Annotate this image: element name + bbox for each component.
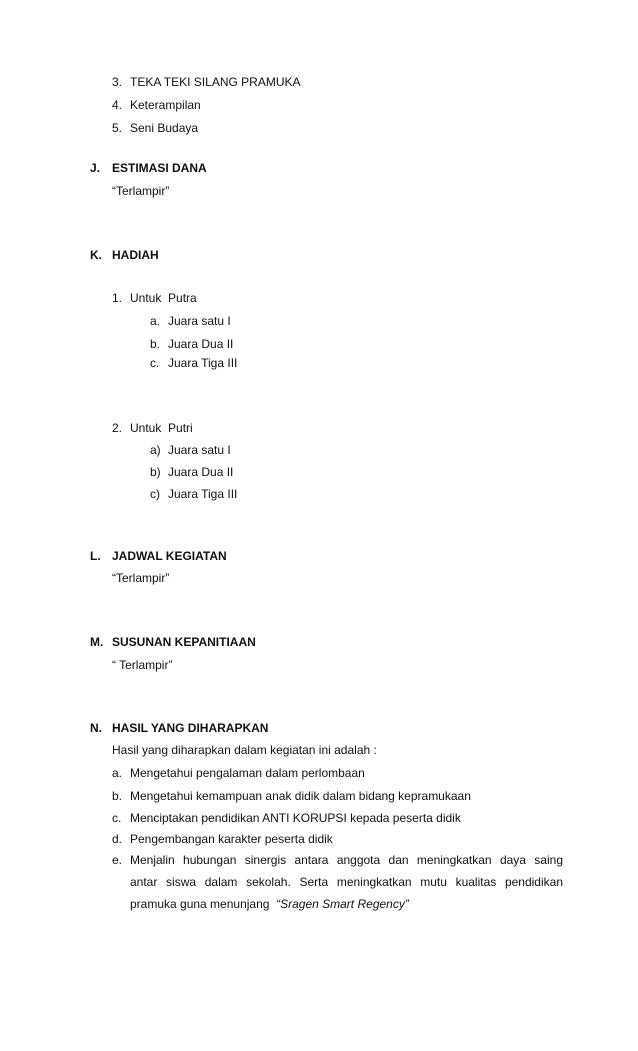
list-item-text: Menjalin hubungan sinergis antara anggota dan meningkatkan daya saing <box>130 853 563 867</box>
sublist-item: Juara Tiga III <box>168 487 238 501</box>
list-item: Keterampilan <box>130 98 201 112</box>
list-marker: b. <box>112 789 123 803</box>
sublist-item: Juara Tiga III <box>168 356 238 370</box>
section-heading: ESTIMASI DANA <box>112 161 207 175</box>
list-number: 3. <box>112 75 123 89</box>
section-heading: SUSUNAN KEPANITIAAN <box>112 635 256 649</box>
list-marker: c. <box>112 811 122 825</box>
list-marker: a. <box>112 766 123 780</box>
sublist-marker: b) <box>150 465 161 479</box>
sublist-item: Juara Dua II <box>168 465 234 479</box>
list-item: TEKA TEKI SILANG PRAMUKA <box>130 75 301 89</box>
list-item-line <box>130 897 409 911</box>
section-body: “Terlampir” <box>112 184 170 198</box>
sublist-marker: c) <box>150 487 160 501</box>
section-letter: N. <box>90 721 102 735</box>
list-item-line <box>130 875 563 889</box>
section-letter: L. <box>90 549 101 563</box>
sublist-marker: a. <box>150 314 161 328</box>
list-number: 2. <box>112 421 123 435</box>
list-item: Mengetahui pengalaman dalam perlombaan <box>130 766 365 780</box>
list-number: 4. <box>112 98 123 112</box>
section-heading: HASIL YANG DIHARAPKAN <box>112 721 269 735</box>
list-item: Untuk Putri <box>130 421 193 435</box>
list-item-text: antar siswa dalam sekolah. Serta meningkatkan mutu kualitas pendidikan <box>130 875 563 889</box>
sublist-marker: b. <box>150 337 161 351</box>
section-letter: M. <box>90 635 104 649</box>
sublist-marker: c. <box>150 356 160 370</box>
section-letter: K. <box>90 248 102 262</box>
section-heading: HADIAH <box>112 248 159 262</box>
sublist-marker: a) <box>150 443 161 457</box>
list-marker: d. <box>112 832 123 846</box>
list-item: Seni Budaya <box>130 121 199 135</box>
section-intro: Hasil yang diharapkan dalam kegiatan ini adalah : <box>112 743 377 757</box>
list-item: Pengembangan karakter peserta didik <box>130 832 333 846</box>
list-item-line <box>130 853 563 867</box>
list-item-text: pramuka guna menunjang <box>130 897 270 911</box>
emphasis-text: “Sragen Smart Regency” <box>276 897 409 911</box>
section-heading: JADWAL KEGIATAN <box>112 549 227 563</box>
list-marker: e. <box>112 853 123 867</box>
sublist-item: Juara satu I <box>168 314 231 328</box>
section-letter: J. <box>90 161 101 175</box>
list-item: Mengetahui kemampuan anak didik dalam bidang kepramukaan <box>130 789 471 803</box>
sublist-item: Juara Dua II <box>168 337 234 351</box>
section-body: “Terlampir” <box>112 571 170 585</box>
list-number: 5. <box>112 121 123 135</box>
list-item: Untuk Putra <box>130 291 197 305</box>
list-number: 1. <box>112 291 123 305</box>
sublist-item: Juara satu I <box>168 443 231 457</box>
list-item: Menciptakan pendidikan ANTI KORUPSI kepada peserta didik <box>130 811 461 825</box>
section-body: “ Terlampir” <box>112 658 173 672</box>
